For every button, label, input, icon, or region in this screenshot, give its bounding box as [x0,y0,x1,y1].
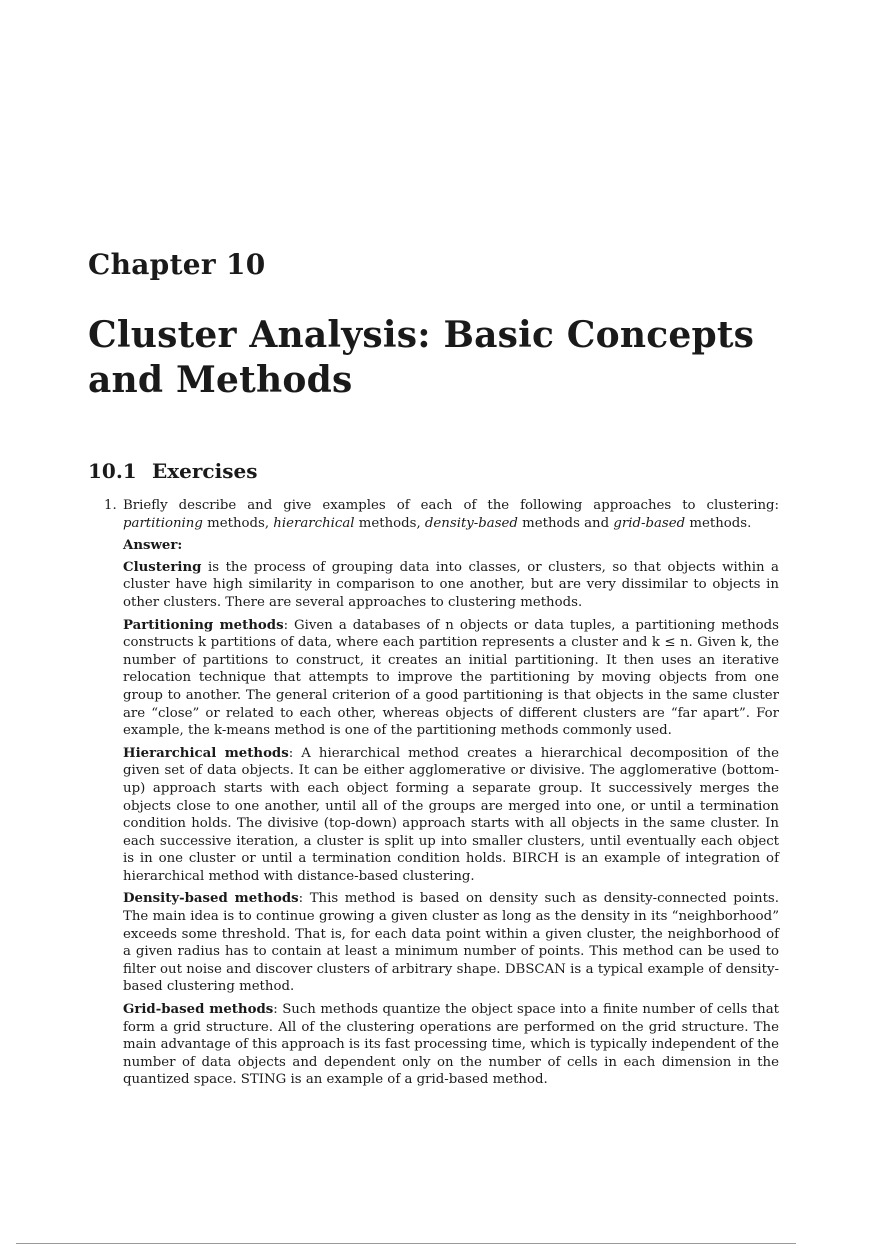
paragraph-term: Clustering [123,559,202,575]
question-text: Briefly describe and give examples of each of the following approaches to clustering: [123,498,779,513]
section-heading [88,459,257,483]
paragraph-term: Partitioning methods [123,617,284,633]
answer-paragraph-hierarchical [123,745,779,886]
answer-paragraph-density-based [123,890,779,996]
exercise-list [88,497,779,1094]
question-term-hierarchical: hierarchical [273,515,355,531]
exercise-number: 1. [104,498,117,513]
paragraph-text: : A hierarchical method creates a hierarchical decomposition of the given set of data objects. It can be either agglomerative or divisive. The agglomerative (bottom-up) approach starts with each object forming a separate group. It successively merges the objects close to one another, until all of the groups are merged into one, or until a termination condition holds. The divisive (top-down) approach starts with all objects in the same cluster. In each successive iteration, a cluster is split up into smaller clusters, until eventually each object is in one cluster or until a termination condition holds. BIRCH is an example of integration of hierarchical method with distance-based clustering. [123,745,779,884]
answer-label: Answer: [123,538,183,554]
question-term-grid-based: grid-based [613,515,686,531]
question-text: methods, [202,515,274,531]
paragraph-term: Grid-based methods [123,1002,274,1018]
footer-rule [16,1243,796,1244]
paragraph-text: : Given a databases of n objects or data tuples, a partitioning methods constructs k partitions of data, where each partition represents a cluster and k ≤ n. Given k, the number of partitions to construct, it creates an initial partitioning. It then uses an iterative relocation technique that attempts to improve the partitioning by moving objects from one group to another. The general criterion of a good partitioning is that objects in the same cluster are “close” or related to each other, whereas objects of different clusters are “far apart”. For example, the k-means method is one of the partitioning methods commonly used. [123,617,779,739]
answer-paragraph-grid-based [123,1001,779,1089]
chapter-title: Cluster Analysis: Basic Concepts and Methods [88,314,755,401]
question-term-partitioning: partitioning [123,515,203,531]
answer-paragraph-clustering [123,559,779,612]
question-text: methods, [354,515,425,531]
exercise-item [88,497,779,1089]
paragraph-text: : This method is based on density such as density-connected points. The main idea is to continue growing a given cluster as long as the density in its “neighborhood” exceeds some threshold. That is, for each data point within a given cluster, the neighborhood of a given radius has to contain at least a minimum number of points. This method can be used to filter out noise and discover clusters of arbitrary shape. DBSCAN is a typical example of density-based clustering method. [123,891,779,995]
paragraph-term: Density-based methods [123,891,299,907]
section-number: 10.1 [88,459,137,483]
exercise-question [123,497,779,532]
question-text: methods and [517,515,614,531]
chapter-label: Chapter 10 [88,248,266,281]
paragraph-text: is the process of grouping data into classes, or clusters, so that objects within a cluster have high similarity in comparison to one another, but are very dissimilar to objects in other clusters. There are several approaches to clustering methods. [123,559,779,610]
paragraph-term: Hierarchical methods [123,745,289,761]
question-term-density-based: density-based [424,515,518,531]
paragraph-text: : Such methods quantize the object space into a finite number of cells that form a grid structure. All of the clustering operations are performed on the grid structure. The main advantage of this approach is its fast processing time, which is typically independent of the number of data objects and dependent only on the number of cells in each dimension in the quantized space. STING is an example of a grid-based method. [123,1002,779,1088]
question-text: methods. [685,515,752,531]
answer-paragraph-partitioning [123,617,779,740]
section-title: Exercises [152,459,258,483]
